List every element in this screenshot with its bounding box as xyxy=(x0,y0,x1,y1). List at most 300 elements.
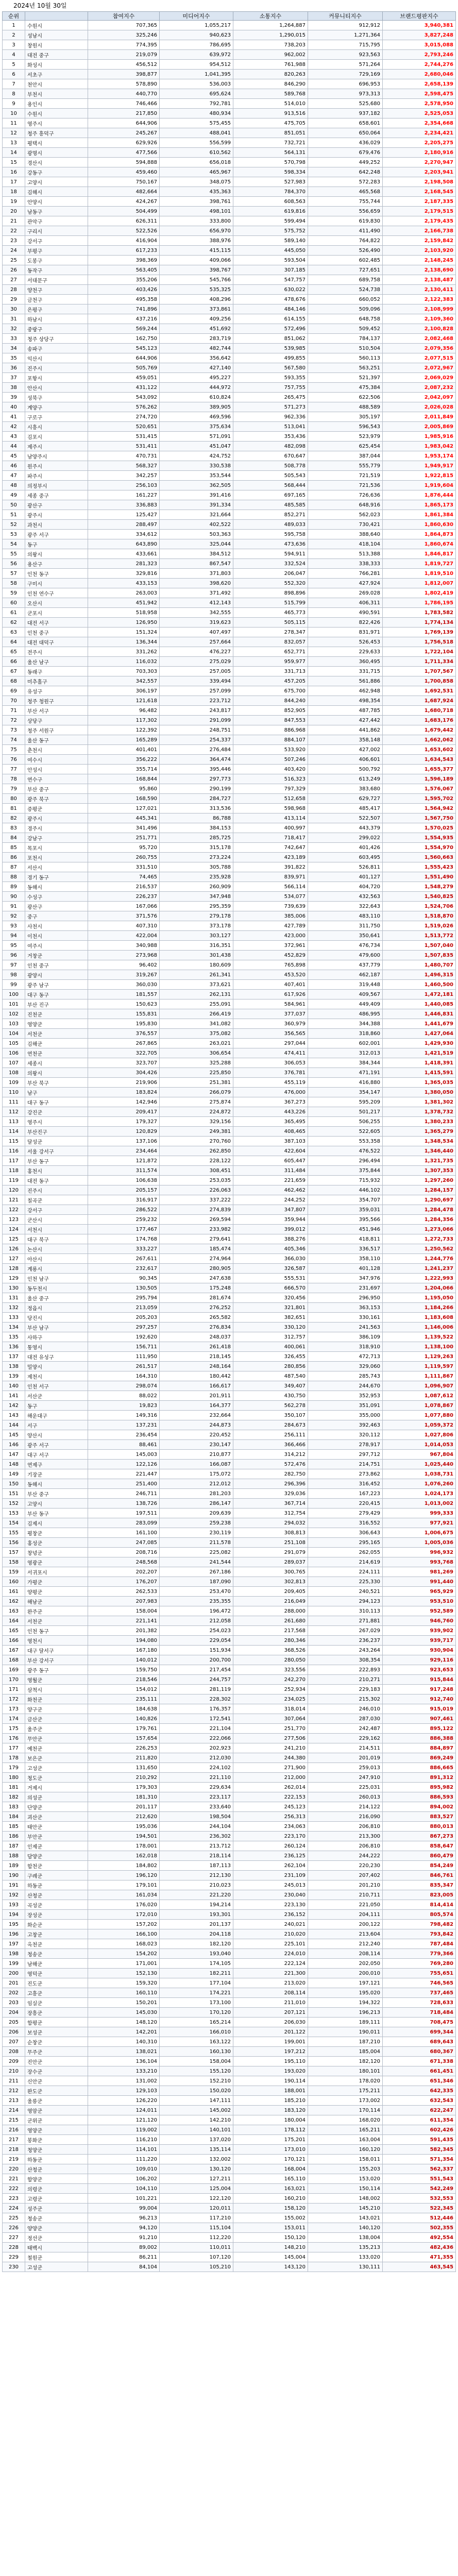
table-row xyxy=(3,628,456,637)
participation-cell: 162,018 xyxy=(88,1851,160,1861)
brand-score-cell: 996,932 xyxy=(383,1548,456,1557)
name-cell: 서천군 xyxy=(25,1029,88,1039)
participation-cell: 482,664 xyxy=(88,187,160,197)
brand-score-cell: 1,596,189 xyxy=(383,774,456,784)
media-cell: 196,472 xyxy=(160,1606,233,1616)
media-cell: 253,470 xyxy=(160,1587,233,1597)
name-cell: 광명시 xyxy=(25,148,88,158)
community-cell: 562,023 xyxy=(308,510,383,520)
communication-cell: 212,000 xyxy=(233,1773,308,1783)
communication-cell: 387,103 xyxy=(233,1137,308,1146)
communication-cell: 153,011 xyxy=(233,2223,308,2233)
community-cell: 476,522 xyxy=(308,1146,383,1156)
communication-cell: 485,585 xyxy=(233,500,308,510)
media-cell: 867,547 xyxy=(160,559,233,569)
rank-cell: 12 xyxy=(3,128,25,138)
media-cell: 482,744 xyxy=(160,344,233,353)
name-cell: 김해군 xyxy=(25,1039,88,1048)
community-cell: 338,333 xyxy=(308,559,383,569)
table-row xyxy=(3,334,456,344)
participation-cell: 340,988 xyxy=(88,941,160,951)
community-cell: 437,779 xyxy=(308,960,383,970)
brand-score-cell: 1,983,042 xyxy=(383,442,456,451)
table-row xyxy=(3,1381,456,1391)
name-cell: 부산 진구 xyxy=(25,999,88,1009)
media-cell: 165,214 xyxy=(160,2018,233,2027)
communication-cell: 289,037 xyxy=(233,1557,308,1567)
table-row xyxy=(3,1156,456,1166)
media-cell: 444,972 xyxy=(160,383,233,393)
name-cell: 관악구 xyxy=(25,216,88,226)
name-cell: 서구 xyxy=(25,1420,88,1430)
table-row xyxy=(3,1724,456,1734)
participation-cell: 232,617 xyxy=(88,1264,160,1274)
communication-cell: 739,639 xyxy=(233,902,308,911)
rank-cell: 85 xyxy=(3,843,25,853)
brand-score-cell: 1,024,173 xyxy=(383,1489,456,1499)
table-row xyxy=(3,363,456,373)
brand-score-cell: 1,427,064 xyxy=(383,1029,456,1039)
community-cell: 375,844 xyxy=(308,1166,383,1176)
communication-cell: 170,121 xyxy=(233,2155,308,2164)
communication-cell: 165,110 xyxy=(233,2174,308,2184)
rank-cell: 172 xyxy=(3,1694,25,1704)
communication-cell: 589,140 xyxy=(233,236,308,246)
rank-cell: 114 xyxy=(3,1127,25,1137)
media-cell: 373,861 xyxy=(160,304,233,314)
communication-cell: 206,030 xyxy=(233,2018,308,2027)
community-cell: 383,680 xyxy=(308,784,383,794)
brand-score-cell: 886,665 xyxy=(383,1763,456,1773)
community-cell: 310,113 xyxy=(308,1606,383,1616)
communication-cell: 593,355 xyxy=(233,373,308,383)
media-cell: 158,004 xyxy=(160,2057,233,2066)
rank-cell: 19 xyxy=(3,197,25,207)
media-cell: 265,582 xyxy=(160,1313,233,1323)
participation-cell: 167,180 xyxy=(88,1646,160,1655)
brand-score-cell: 991,440 xyxy=(383,1577,456,1587)
community-cell: 210,711 xyxy=(308,1890,383,1900)
name-cell: 춘천시 xyxy=(25,745,88,755)
name-cell: 구리시 xyxy=(25,226,88,236)
community-cell: 721,536 xyxy=(308,481,383,490)
communication-cell: 382,651 xyxy=(233,1313,308,1323)
participation-cell: 341,496 xyxy=(88,823,160,833)
media-cell: 364,474 xyxy=(160,755,233,765)
brand-score-cell: 2,072,967 xyxy=(383,363,456,373)
community-cell: 267,029 xyxy=(308,1626,383,1636)
community-cell: 221,050 xyxy=(308,1900,383,1910)
community-cell: 363,153 xyxy=(308,1303,383,1313)
table-row xyxy=(3,1185,456,1195)
communication-cell: 207,121 xyxy=(233,2008,308,2018)
table-row xyxy=(3,265,456,275)
table-row xyxy=(3,1626,456,1636)
name-cell: 서천시 xyxy=(25,1225,88,1234)
media-cell: 223,117 xyxy=(160,1792,233,1802)
communication-cell: 195,110 xyxy=(233,2057,308,2066)
community-cell: 224,111 xyxy=(308,1567,383,1577)
table-row xyxy=(3,402,456,412)
media-cell: 150,020 xyxy=(160,2086,233,2096)
rank-cell: 229 xyxy=(3,2252,25,2262)
media-cell: 259,238 xyxy=(160,1518,233,1528)
name-cell: 부산 중구 xyxy=(25,784,88,794)
participation-cell: 168,590 xyxy=(88,794,160,804)
name-cell: 광산구 xyxy=(25,500,88,510)
communication-cell: 163,021 xyxy=(233,2184,308,2194)
name-cell: 무안군 xyxy=(25,1734,88,1743)
brand-score-cell: 1,949,917 xyxy=(383,461,456,471)
communication-cell: 175,201 xyxy=(233,2135,308,2145)
participation-cell: 219,079 xyxy=(88,50,160,60)
rank-cell: 72 xyxy=(3,716,25,725)
brand-score-cell: 1,378,732 xyxy=(383,1107,456,1117)
participation-cell: 176,207 xyxy=(88,1577,160,1587)
media-cell: 107,120 xyxy=(160,2252,233,2262)
table-row xyxy=(3,2135,456,2145)
participation-cell: 594,888 xyxy=(88,158,160,167)
community-cell: 138,004 xyxy=(308,2233,383,2243)
communication-cell: 356,565 xyxy=(233,1029,308,1039)
community-cell: 462,187 xyxy=(308,970,383,980)
participation-cell: 106,202 xyxy=(88,2174,160,2184)
header-participation: 참여지수 xyxy=(88,12,160,21)
communication-cell: 168,004 xyxy=(233,2164,308,2174)
participation-cell: 504,499 xyxy=(88,207,160,216)
participation-cell: 376,557 xyxy=(88,1029,160,1039)
name-cell: 청주 흥덕구 xyxy=(25,128,88,138)
community-cell: 244,222 xyxy=(308,1851,383,1861)
participation-cell: 626,311 xyxy=(88,216,160,226)
table-row xyxy=(3,1029,456,1039)
name-cell: 하동군 xyxy=(25,1880,88,1890)
rank-cell: 77 xyxy=(3,765,25,774)
community-cell: 216,090 xyxy=(308,1812,383,1822)
table-row xyxy=(3,40,456,50)
communication-cell: 765,898 xyxy=(233,960,308,970)
brand-score-cell: 2,203,941 xyxy=(383,167,456,177)
name-cell: 부산 동구 xyxy=(25,1509,88,1518)
media-cell: 229,054 xyxy=(160,1636,233,1646)
community-cell: 822,426 xyxy=(308,618,383,628)
participation-cell: 179,101 xyxy=(88,1880,160,1890)
community-cell: 418,104 xyxy=(308,539,383,549)
name-cell: 금산군 xyxy=(25,1714,88,1724)
community-cell: 243,264 xyxy=(308,1646,383,1655)
community-cell: 200,010 xyxy=(308,1969,383,1978)
rank-cell: 62 xyxy=(3,618,25,628)
rank-cell: 170 xyxy=(3,1675,25,1685)
name-cell: 상당구 xyxy=(25,716,88,725)
participation-cell: 211,820 xyxy=(88,1753,160,1763)
rank-cell: 10 xyxy=(3,109,25,118)
community-cell: 214,619 xyxy=(308,1557,383,1567)
table-row xyxy=(3,657,456,667)
participation-cell: 331,510 xyxy=(88,862,160,872)
communication-cell: 533,920 xyxy=(233,745,308,755)
rank-cell: 199 xyxy=(3,1959,25,1969)
table-row xyxy=(3,1225,456,1234)
rank-cell: 37 xyxy=(3,373,25,383)
brand-score-cell: 1,025,440 xyxy=(383,1460,456,1469)
name-cell: 담양군 xyxy=(25,1851,88,1861)
rank-cell: 98 xyxy=(3,970,25,980)
communication-cell: 262,104 xyxy=(233,1861,308,1871)
communication-cell: 271,900 xyxy=(233,1763,308,1773)
brand-score-cell: 895,982 xyxy=(383,1783,456,1792)
media-cell: 536,003 xyxy=(160,79,233,89)
community-cell: 318,910 xyxy=(308,1342,383,1352)
rank-cell: 56 xyxy=(3,559,25,569)
rank-cell: 7 xyxy=(3,79,25,89)
media-cell: 465,967 xyxy=(160,167,233,177)
name-cell: 하남시 xyxy=(25,314,88,324)
media-cell: 274,964 xyxy=(160,1254,233,1264)
participation-cell: 154,012 xyxy=(88,1685,160,1694)
name-cell: 기장군 xyxy=(25,1469,88,1479)
community-cell: 476,734 xyxy=(308,941,383,951)
media-cell: 170,120 xyxy=(160,2008,233,2018)
community-cell: 642,248 xyxy=(308,167,383,177)
community-cell: 350,641 xyxy=(308,931,383,941)
participation-cell: 360,030 xyxy=(88,980,160,990)
rank-cell: 67 xyxy=(3,667,25,676)
communication-cell: 201,122 xyxy=(233,2027,308,2037)
brand-score-cell: 1,555,423 xyxy=(383,862,456,872)
name-cell: 화순군 xyxy=(25,1920,88,1929)
media-cell: 257,099 xyxy=(160,686,233,696)
name-cell: 무주군 xyxy=(25,2047,88,2057)
participation-cell: 184,802 xyxy=(88,1861,160,1871)
table-row xyxy=(3,1195,456,1205)
media-cell: 201,137 xyxy=(160,1920,233,1929)
communication-cell: 851,051 xyxy=(233,128,308,138)
table-row xyxy=(3,353,456,363)
brand-score-cell: 1,518,870 xyxy=(383,911,456,921)
media-cell: 402,522 xyxy=(160,520,233,530)
community-cell: 241,563 xyxy=(308,1323,383,1332)
participation-cell: 251,771 xyxy=(88,833,160,843)
communication-cell: 473,636 xyxy=(233,539,308,549)
communication-cell: 223,130 xyxy=(233,1900,308,1910)
community-cell: 344,388 xyxy=(308,1019,383,1029)
communication-cell: 852,271 xyxy=(233,510,308,520)
name-cell: 영양군 xyxy=(25,1019,88,1029)
name-cell: 평택시 xyxy=(25,138,88,148)
community-cell: 392,463 xyxy=(308,1420,383,1430)
community-cell: 225,031 xyxy=(308,1783,383,1792)
table-row xyxy=(3,774,456,784)
table-row xyxy=(3,314,456,324)
table-row xyxy=(3,686,456,696)
communication-cell: 718,417 xyxy=(233,833,308,843)
table-row xyxy=(3,1137,456,1146)
name-cell: 인천 동구 xyxy=(25,569,88,579)
name-cell: 보성군 xyxy=(25,2027,88,2037)
table-row xyxy=(3,843,456,853)
brand-score-cell: 1,570,025 xyxy=(383,823,456,833)
media-cell: 86,788 xyxy=(160,814,233,823)
rank-cell: 131 xyxy=(3,1293,25,1303)
communication-cell: 307,185 xyxy=(233,265,308,275)
communication-cell: 820,263 xyxy=(233,70,308,79)
table-row xyxy=(3,167,456,177)
communication-cell: 366,466 xyxy=(233,1440,308,1450)
table-body xyxy=(3,21,456,2272)
brand-score-cell: 1,307,353 xyxy=(383,1166,456,1176)
media-cell: 212,030 xyxy=(160,1753,233,1763)
rank-cell: 175 xyxy=(3,1724,25,1734)
table-row xyxy=(3,1205,456,1215)
brand-score-cell: 1,683,176 xyxy=(383,716,456,725)
communication-cell: 213,020 xyxy=(233,1978,308,1988)
rank-cell: 158 xyxy=(3,1557,25,1567)
participation-cell: 245,267 xyxy=(88,128,160,138)
table-row xyxy=(3,2027,456,2037)
participation-cell: 137,106 xyxy=(88,1137,160,1146)
name-cell: 영월군 xyxy=(25,1675,88,1685)
brand-score-cell: 2,525,053 xyxy=(383,109,456,118)
table-row xyxy=(3,158,456,167)
media-cell: 220,452 xyxy=(160,1430,233,1440)
table-row xyxy=(3,1127,456,1137)
participation-cell: 297,257 xyxy=(88,1323,160,1332)
community-cell: 153,020 xyxy=(308,2174,383,2184)
media-cell: 244,757 xyxy=(160,1675,233,1685)
communication-cell: 206,047 xyxy=(233,569,308,579)
participation-cell: 311,574 xyxy=(88,1166,160,1176)
brand-score-cell: 1,722,104 xyxy=(383,647,456,657)
community-cell: 721,519 xyxy=(308,471,383,481)
participation-cell: 130,505 xyxy=(88,1283,160,1293)
participation-cell: 256,103 xyxy=(88,481,160,490)
brand-score-cell: 2,159,842 xyxy=(383,236,456,246)
name-cell: 함평군 xyxy=(25,2018,88,2027)
media-cell: 117,210 xyxy=(160,2213,233,2223)
table-row xyxy=(3,1352,456,1362)
name-cell: 연제구 xyxy=(25,1460,88,1469)
communication-cell: 143,120 xyxy=(233,2262,308,2272)
media-cell: 270,760 xyxy=(160,1137,233,1146)
community-cell: 510,504 xyxy=(308,344,383,353)
brand-score-cell: 3,827,248 xyxy=(383,30,456,40)
media-cell: 281,119 xyxy=(160,1685,233,1694)
rank-cell: 121 xyxy=(3,1195,25,1205)
media-cell: 193,040 xyxy=(160,1949,233,1959)
participation-cell: 154,202 xyxy=(88,1949,160,1959)
table-row xyxy=(3,999,456,1009)
brand-score-cell: 939,717 xyxy=(383,1636,456,1646)
rank-cell: 103 xyxy=(3,1019,25,1029)
table-row xyxy=(3,373,456,383)
name-cell: 평창군 xyxy=(25,1528,88,1538)
communication-cell: 407,401 xyxy=(233,980,308,990)
community-cell: 560,113 xyxy=(308,353,383,363)
community-cell: 401,127 xyxy=(308,872,383,882)
name-cell: 신안군 xyxy=(25,2076,88,2086)
participation-cell: 122,126 xyxy=(88,1460,160,1469)
brand-score-cell: 1,006,675 xyxy=(383,1528,456,1538)
name-cell: 파주시 xyxy=(25,471,88,481)
participation-cell: 424,267 xyxy=(88,197,160,207)
rank-cell: 156 xyxy=(3,1538,25,1548)
name-cell: 진주시 xyxy=(25,1185,88,1195)
communication-cell: 608,563 xyxy=(233,197,308,207)
brand-score-cell: 1,472,181 xyxy=(383,990,456,999)
header-name xyxy=(25,12,88,21)
table-row xyxy=(3,823,456,833)
participation-cell: 304,426 xyxy=(88,1068,160,1078)
participation-cell: 95,720 xyxy=(88,843,160,853)
community-cell: 555,779 xyxy=(308,461,383,471)
brand-score-cell: 1,421,519 xyxy=(383,1048,456,1058)
participation-cell: 505,769 xyxy=(88,363,160,373)
table-row xyxy=(3,471,456,481)
name-cell: 창원시 xyxy=(25,40,88,50)
communication-cell: 453,520 xyxy=(233,970,308,980)
rank-cell: 3 xyxy=(3,40,25,50)
table-row xyxy=(3,1988,456,1998)
media-cell: 656,018 xyxy=(160,158,233,167)
table-row xyxy=(3,1234,456,1244)
community-cell: 755,744 xyxy=(308,197,383,207)
name-cell: 가평군 xyxy=(25,1577,88,1587)
participation-cell: 336,883 xyxy=(88,500,160,510)
table-row xyxy=(3,1342,456,1352)
participation-cell: 440,770 xyxy=(88,89,160,99)
brand-score-cell: 2,270,947 xyxy=(383,158,456,167)
media-cell: 276,252 xyxy=(160,1303,233,1313)
brand-score-cell: 3,940,381 xyxy=(383,21,456,30)
rank-cell: 143 xyxy=(3,1411,25,1420)
name-cell: 양산시 xyxy=(25,1430,88,1440)
media-cell: 135,114 xyxy=(160,2145,233,2155)
media-cell: 375,082 xyxy=(160,1029,233,1039)
community-cell: 259,013 xyxy=(308,1763,383,1773)
community-cell: 358,110 xyxy=(308,1254,383,1264)
community-cell: 148,002 xyxy=(308,2194,383,2204)
participation-cell: 322,705 xyxy=(88,1048,160,1058)
brand-score-cell: 2,077,515 xyxy=(383,353,456,363)
media-cell: 279,178 xyxy=(160,911,233,921)
rank-cell: 23 xyxy=(3,236,25,246)
rank-cell: 188 xyxy=(3,1851,25,1861)
brand-score-cell: 1,551,490 xyxy=(383,872,456,882)
brand-score-cell: 1,519,026 xyxy=(383,921,456,931)
brand-score-cell: 551,543 xyxy=(383,2174,456,2184)
table-row xyxy=(3,1323,456,1332)
brand-score-cell: 1,819,727 xyxy=(383,559,456,569)
media-cell: 498,101 xyxy=(160,207,233,216)
communication-cell: 427,789 xyxy=(233,921,308,931)
communication-cell: 366,030 xyxy=(233,1254,308,1264)
community-cell: 185,004 xyxy=(308,2047,383,2057)
rank-cell: 215 xyxy=(3,2115,25,2125)
table-row xyxy=(3,207,456,216)
community-cell: 214,122 xyxy=(308,1802,383,1812)
brand-score-cell: 1,860,630 xyxy=(383,520,456,530)
header-communication: 소통지수 xyxy=(233,12,308,21)
name-cell: 광주 서구 xyxy=(25,1440,88,1450)
community-cell: 475,384 xyxy=(308,383,383,393)
participation-cell: 563,405 xyxy=(88,265,160,275)
table-row xyxy=(3,1430,456,1440)
name-cell: 중랑구 xyxy=(25,324,88,334)
rank-cell: 139 xyxy=(3,1371,25,1381)
media-cell: 137,020 xyxy=(160,2135,233,2145)
media-cell: 228,122 xyxy=(160,1156,233,1166)
